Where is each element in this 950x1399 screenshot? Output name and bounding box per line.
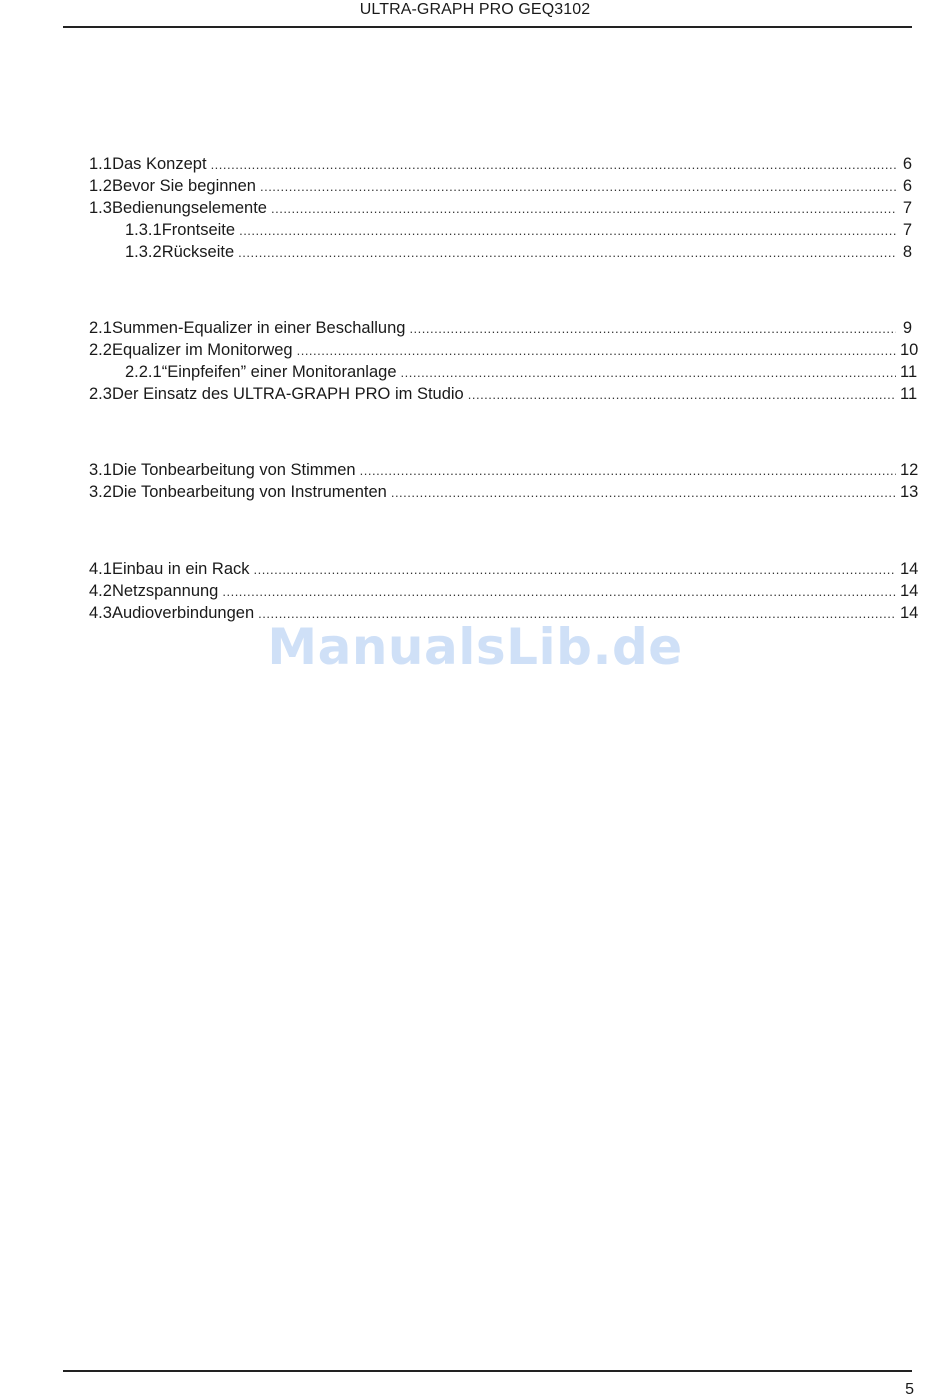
toc-entry[interactable]: [89, 199, 912, 221]
toc-title: Frontseite: [161, 221, 236, 239]
toc-number: 3.1: [89, 461, 112, 479]
toc-title: Die Tonbearbeitung von Instrumenten: [111, 483, 387, 501]
page-header-title: ULTRA-GRAPH PRO GEQ3102: [359, 1, 591, 18]
toc-title: Equalizer im Monitorweg: [111, 341, 293, 359]
toc-title: Das Konzept: [112, 155, 207, 173]
toc-entry[interactable]: [89, 483, 919, 505]
toc-page-number: 14: [900, 582, 919, 600]
toc-page-number: 7: [902, 221, 912, 239]
toc-subentry[interactable]: [125, 363, 918, 385]
toc-title: Bevor Sie beginnen: [111, 177, 256, 195]
toc-dot-leader: [297, 343, 896, 358]
toc-dot-leader: [360, 463, 896, 478]
toc-entry[interactable]: [89, 319, 912, 341]
toc-entry[interactable]: [89, 582, 919, 604]
toc-title: Die Tonbearbeitung von Stimmen: [111, 461, 356, 479]
toc-dot-leader: [401, 365, 896, 380]
toc-number: 4.2: [89, 582, 112, 600]
toc-number: 2.1: [89, 319, 112, 337]
toc-page-number: 13: [900, 483, 919, 501]
toc-page-number: 11: [900, 363, 918, 381]
toc-title: Einbau in ein Rack: [111, 560, 250, 578]
toc-title: Rückseite: [161, 243, 235, 261]
toc-number: 4.3: [89, 604, 112, 622]
toc-page-number: 11: [900, 385, 918, 403]
toc-number: 2.3: [89, 385, 112, 403]
toc-page-number: 12: [900, 461, 919, 479]
toc-number: 1.3.1: [125, 221, 162, 239]
toc-number: 2.2.1: [125, 363, 162, 381]
toc-title: “Einpfeifen” einer Monitoranlage: [161, 363, 397, 381]
toc-entry[interactable]: [89, 177, 912, 199]
toc-page-number: 14: [900, 560, 919, 578]
toc-page-number: 7: [902, 199, 912, 217]
toc-number: 1.1: [89, 155, 112, 173]
toc-entry[interactable]: [89, 155, 912, 177]
toc-title: Der Einsatz des ULTRA-GRAPH PRO im Studio: [111, 385, 464, 403]
toc-dot-leader: [222, 584, 896, 599]
toc-dot-leader: [211, 157, 896, 172]
toc-title: Summen-Equalizer in einer Beschallung: [111, 319, 406, 337]
toc-title: Bedienungselemente: [111, 199, 267, 217]
toc-dot-leader: [238, 245, 896, 260]
toc-title: Netzspannung: [111, 582, 219, 600]
toc-dot-leader: [254, 562, 896, 577]
toc-entry[interactable]: [89, 341, 919, 363]
toc-dot-leader: [260, 179, 896, 194]
toc-subentry[interactable]: [125, 243, 912, 265]
toc-dot-leader: [391, 485, 896, 500]
toc-dot-leader: [239, 223, 896, 238]
page-number: 5: [905, 1381, 914, 1398]
toc-page-number: 6: [902, 177, 912, 195]
toc-entry[interactable]: [89, 560, 919, 582]
toc-dot-leader: [271, 201, 896, 216]
toc-subentry[interactable]: [125, 221, 912, 243]
toc-entry[interactable]: [89, 385, 918, 407]
toc-page-number: 14: [900, 604, 919, 622]
toc-page-number: 6: [902, 155, 912, 173]
toc-number: 1.3.2: [125, 243, 162, 261]
toc-number: 2.2: [89, 341, 112, 359]
toc-number: 4.1: [89, 560, 112, 578]
watermark: ManualsLib.de: [267, 618, 683, 676]
toc-dot-leader: [409, 321, 896, 336]
toc-dot-leader: [468, 387, 896, 402]
toc-page-number: 9: [902, 319, 912, 337]
toc-number: 1.2: [89, 177, 112, 195]
toc-number: 3.2: [89, 483, 112, 501]
footer-rule: [63, 1370, 912, 1372]
header-rule: [63, 26, 912, 28]
toc-page-number: 8: [902, 243, 912, 261]
toc-page-number: 10: [900, 341, 919, 359]
toc-title: Audioverbindungen: [111, 604, 255, 622]
toc-number: 1.3: [89, 199, 112, 217]
toc-entry[interactable]: [89, 461, 919, 483]
